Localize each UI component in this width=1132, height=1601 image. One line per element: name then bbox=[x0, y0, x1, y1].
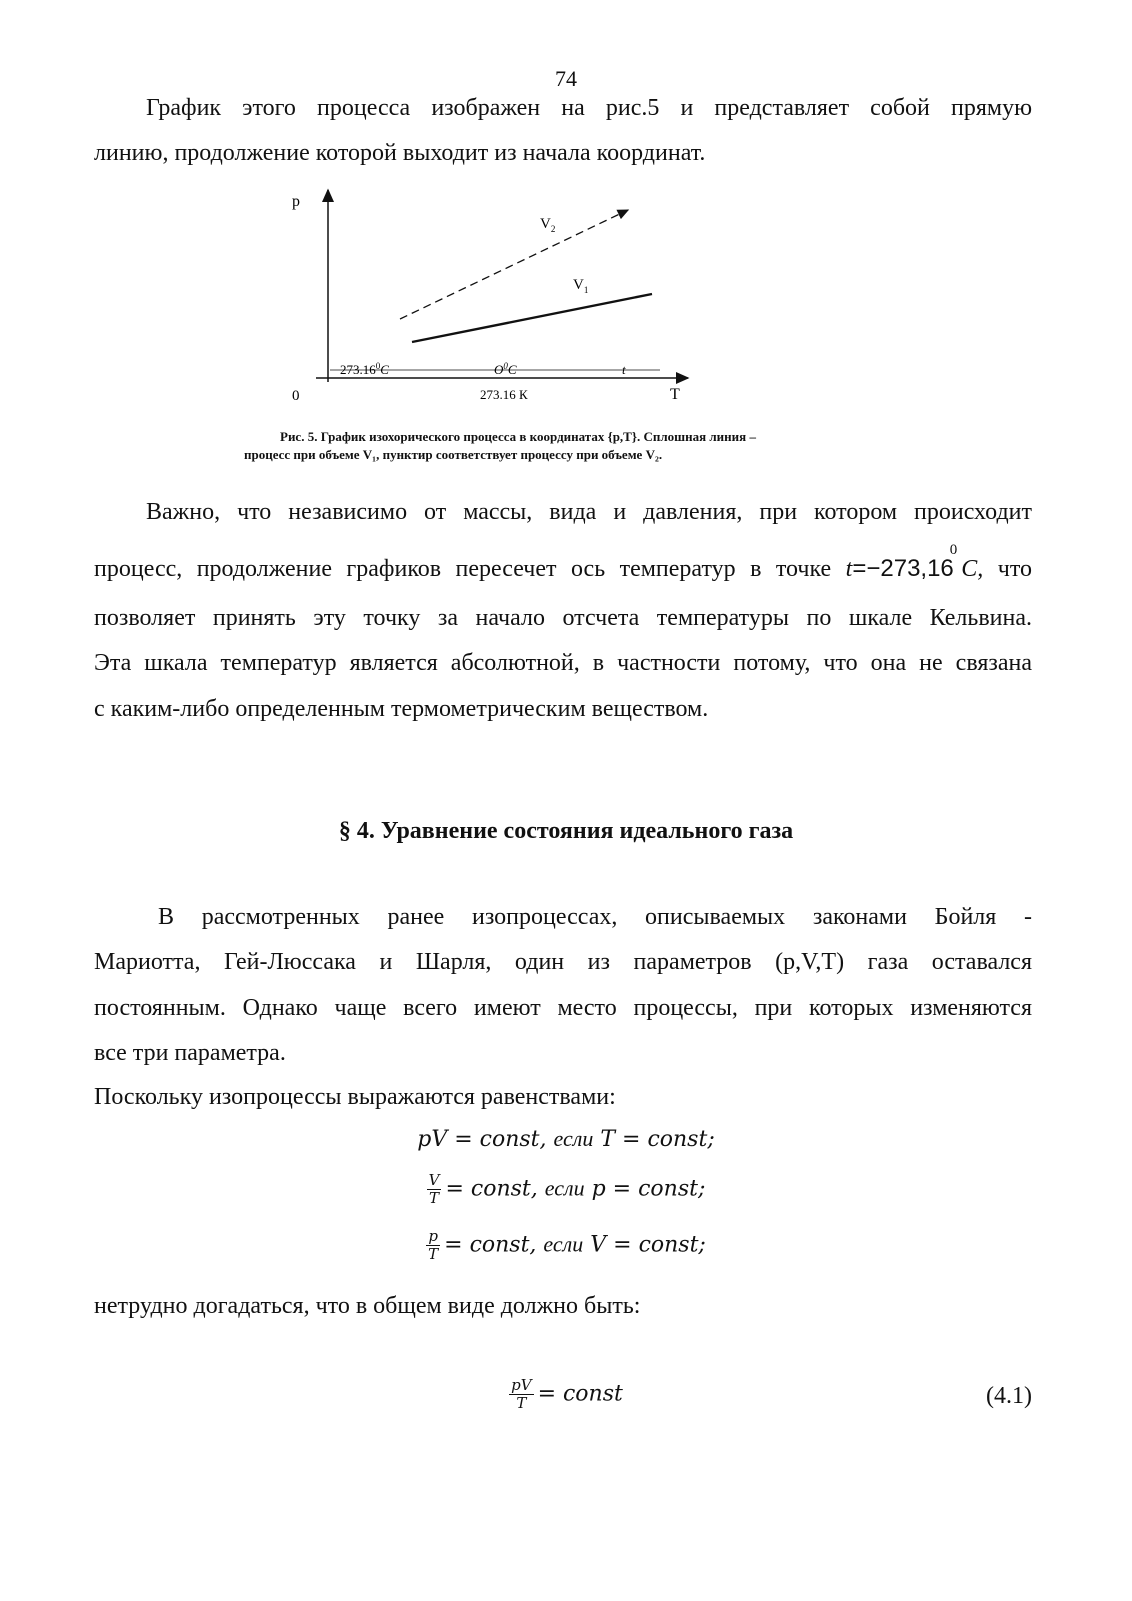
t-celsius-label: t bbox=[622, 362, 626, 377]
tick-left-label bbox=[340, 361, 389, 377]
paragraph-equalities-line: Поскольку изопроцессы выражаются равенствами: bbox=[94, 1084, 616, 1110]
paragraph-kelvin-line: процесс, продолжение графиков пересечет ось температур в точке $t=-273,16^0C$, что bbox=[94, 542, 1032, 582]
paragraph-isoprocesses-line: постоянным. Однако чаще всего имеют место процессы, при которых изменяются bbox=[94, 994, 1032, 1021]
paragraph-intro-line: линию, продолжение которой выходит из начала координат. bbox=[94, 140, 706, 166]
paragraph-equalities bbox=[94, 1075, 1032, 1121]
p-axis-label: p bbox=[292, 193, 300, 210]
paragraph-kelvin-line: Важно, что независимо от массы, вида и давления, при котором происходит bbox=[146, 499, 1032, 525]
v1-label: $V_1$ bbox=[573, 277, 589, 295]
paragraph-isoprocesses bbox=[94, 895, 1032, 941]
tick-mid-sup: 0 bbox=[503, 361, 508, 371]
paragraph-intro-cont bbox=[94, 131, 1032, 177]
equation-number: (4.1) bbox=[986, 1383, 1032, 1409]
fraction: $\frac{p}{T}$ bbox=[428, 1227, 439, 1263]
tick-mid-unit: C bbox=[507, 362, 517, 377]
paragraph-kelvin-line: позволяет принять эту точку за начало отсчета температуры по шкале Кельвина. bbox=[94, 604, 1032, 631]
paragraph-kelvin bbox=[94, 490, 1032, 536]
tick-left-value: 273.16 bbox=[340, 362, 376, 377]
tick-left-unit: C bbox=[380, 362, 389, 377]
v2-dashed-line bbox=[400, 210, 628, 319]
section-heading: § 4. Уравнение состояния идеального газа bbox=[338, 818, 794, 844]
paragraph-general-form-line: нетрудно догадаться, что в общем виде должно быть: bbox=[94, 1293, 641, 1319]
tick-mid-label bbox=[494, 361, 517, 377]
paragraph-kelvin-line: с каким-либо определенным термометрическим веществом. bbox=[94, 695, 709, 722]
page-number: 74 bbox=[555, 66, 577, 91]
paragraph-intro bbox=[94, 86, 1032, 132]
paragraph-isoprocesses-cont bbox=[94, 940, 1032, 1077]
formula-gay-lussac: $\frac{V}{T}$ = const, если p = const; bbox=[428, 1171, 706, 1207]
paragraph-isoprocesses-line: все три параметра. bbox=[94, 1040, 286, 1066]
paragraph-intro-line: График этого процесса изображен на рис.5 и представляет собой прямую bbox=[146, 95, 1032, 121]
formula-charles: $\frac{p}{T}$ = const, если V = const; bbox=[428, 1227, 706, 1263]
kelvin-label: 273.16 К bbox=[480, 387, 528, 402]
fraction: $\frac{V}{T}$ bbox=[428, 1171, 440, 1207]
formula-ideal-gas: $\frac{pV}{T}$ = const bbox=[511, 1376, 623, 1412]
fraction: $\frac{pV}{T}$ bbox=[511, 1376, 532, 1412]
tick-mid-value: O bbox=[494, 362, 504, 377]
paragraph-isoprocesses-line: В рассмотренных ранее изопроцессах, описываемых законами Бойля - bbox=[158, 904, 1032, 930]
origin-label: 0 bbox=[292, 388, 300, 404]
v1-solid-line bbox=[412, 294, 652, 342]
paragraph-kelvin-line: Эта шкала температур является абсолютной, в частности потому, что она не связана bbox=[94, 650, 1032, 676]
v2-label: $V_2$ bbox=[540, 216, 556, 234]
tick-left-sup: 0 bbox=[375, 361, 381, 371]
figure-caption-line: Рис. 5. График изохорического процесса в координатах {p,T}. Сплошная линия – bbox=[280, 429, 756, 444]
t-axis-label: T bbox=[670, 386, 680, 403]
paragraph-general-form bbox=[94, 1284, 1032, 1330]
paragraph-kelvin-cont bbox=[94, 542, 1032, 732]
formula-boyle-mariotte: pV = const, если T = const; bbox=[417, 1126, 715, 1152]
figure-caption-line: процесс при объеме V₁, пунктир соответствует процессу при объеме V₂. bbox=[244, 447, 663, 462]
paragraph-isoprocesses-line: Мариотта, Гей-Люссака и Шарля, один из параметров (p,V,T) газа оставался bbox=[94, 949, 1032, 975]
figure-caption bbox=[244, 428, 894, 464]
